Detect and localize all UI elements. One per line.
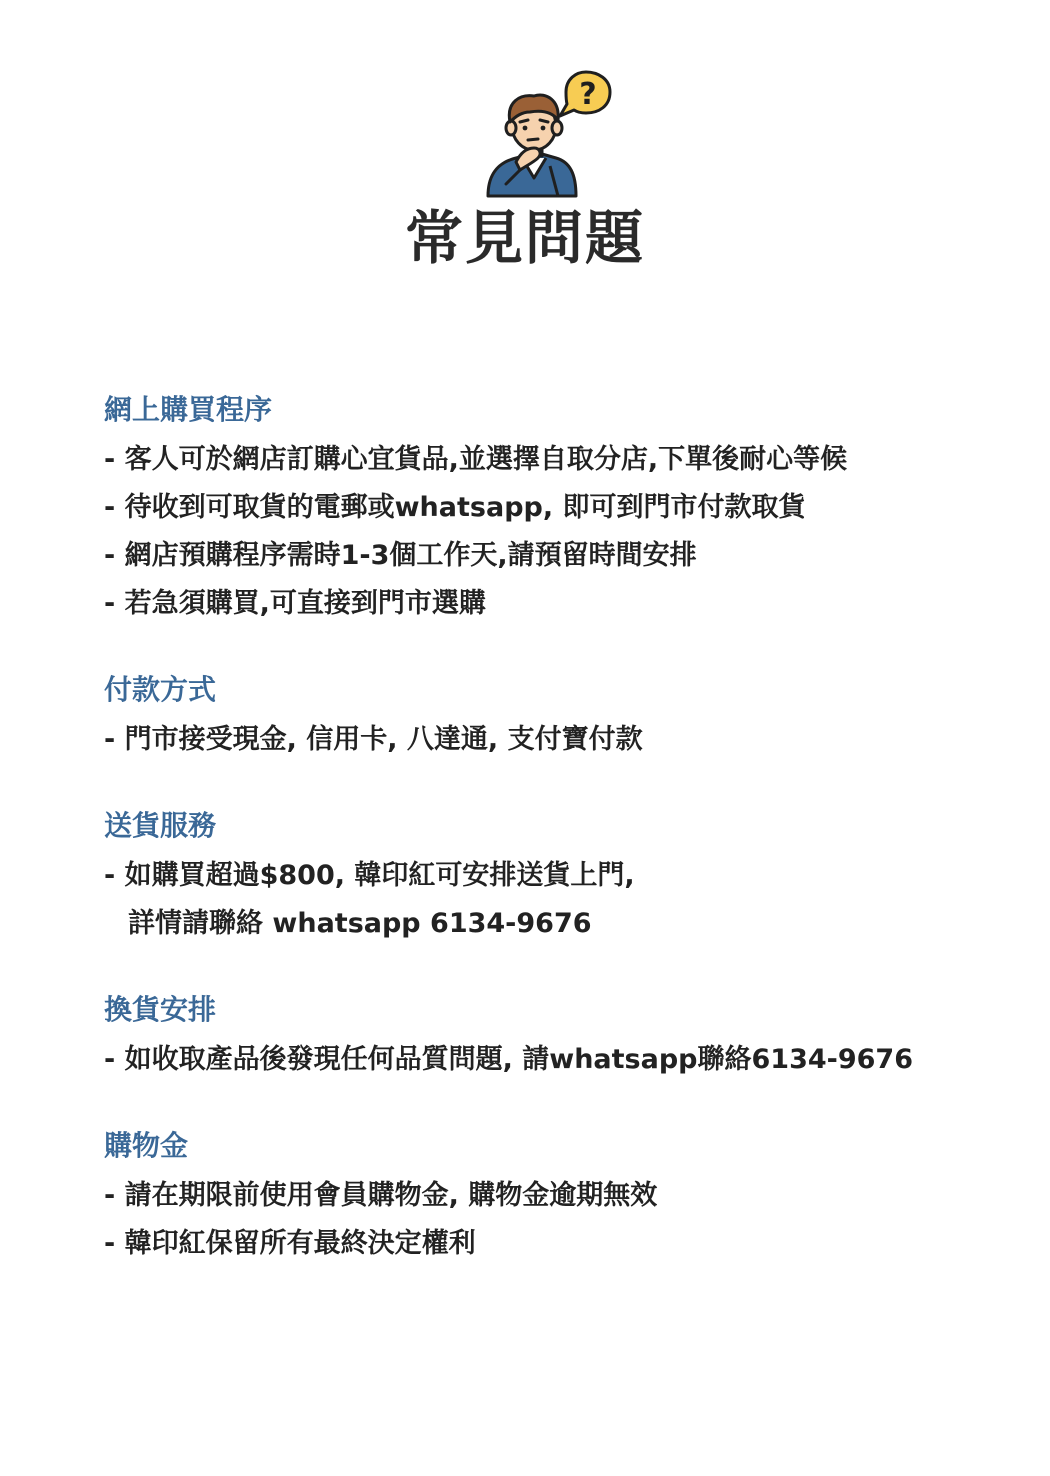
faq-section-delivery <box>104 804 1004 948</box>
faq-line: - 若急須購買,可直接到門市選購 <box>104 588 486 619</box>
faq-line: - 待收到可取貨的電郵或whatsapp, 即可到門市付款取貨 <box>104 492 806 523</box>
faq-line: - 客人可於網店訂購心宜貨品,並選擇自取分店,下單後耐心等候 <box>104 444 848 475</box>
section-title: 換貨安排 <box>104 993 217 1026</box>
faq-header <box>0 0 1050 300</box>
faq-line: - 如購買超過$800, 韓印紅可安排送貨上門, <box>104 860 635 891</box>
faq-line: - 門市接受現金, 信用卡, 八達通, 支付寶付款 <box>104 724 643 755</box>
question-mark: ? <box>579 77 597 112</box>
faq-section-online-purchase <box>104 388 1004 628</box>
section-title: 付款方式 <box>104 673 217 706</box>
faq-line: - 如收取產品後發現任何品質問題, 請whatsapp聯絡6134-9676 <box>104 1044 913 1075</box>
faq-line: - 韓印紅保留所有最終決定權利 <box>104 1228 476 1259</box>
question-bubble-icon <box>560 72 610 116</box>
faq-line: - 請在期限前使用會員購物金, 購物金逾期無效 <box>104 1180 658 1211</box>
thinking-person-icon <box>480 66 620 200</box>
faq-line: - 網店預購程序需時1-3個工作天,請預留時間安排 <box>104 540 697 571</box>
page-title: 常見問題 <box>404 204 645 272</box>
faq-section-exchange <box>104 988 1004 1084</box>
section-title: 網上購買程序 <box>104 393 273 426</box>
faq-section-shopping-credit <box>104 1124 1004 1268</box>
faq-content <box>104 388 1004 1308</box>
section-title: 送貨服務 <box>104 809 217 842</box>
faq-section-payment <box>104 668 1004 764</box>
section-title: 購物金 <box>104 1129 189 1162</box>
faq-line: 詳情請聯絡 whatsapp 6134-9676 <box>128 908 592 939</box>
